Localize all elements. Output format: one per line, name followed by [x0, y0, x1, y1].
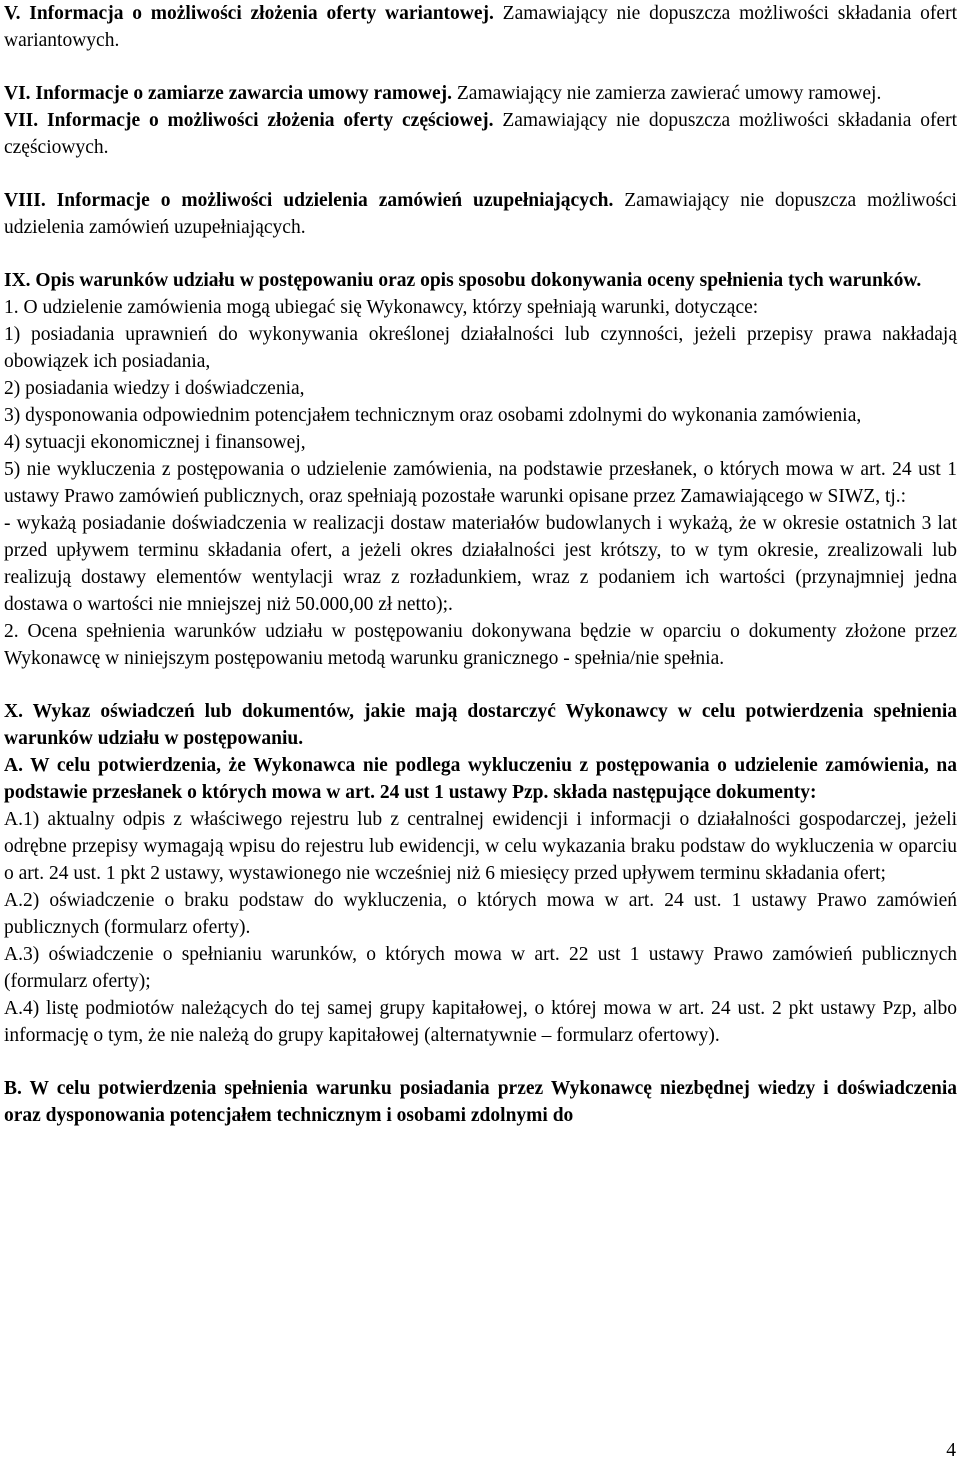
- section-ix-paragraph: 2) posiadania wiedzy i doświadczenia,: [4, 378, 305, 399]
- document-page: [4, 0, 957, 1129]
- section-v-text: Zamawiający nie dopuszcza możliwości składania ofert wariantowych.: [4, 3, 957, 51]
- section-vi-text: Zamawiający nie zamierza zawierać umowy ramowej.: [452, 83, 882, 104]
- section-vii-heading: VII. Informacje o możliwości złożenia oferty częściowej.: [4, 110, 494, 131]
- section-x-a-item: A.3) oświadczenie o spełnianiu warunków, o których mowa w art. 22 ust 1 ustawy Prawo zamówień publicznych (formularz oferty);: [4, 944, 957, 992]
- section-x-b-heading: B. W celu potwierdzenia spełnienia warunku posiadania przez Wykonawcę niezbędnej wiedzy i doświadczenia oraz dysponowania potencjałem technicznym i osobami zdolnymi do: [4, 1078, 957, 1126]
- section-viii-heading: VIII. Informacje o możliwości udzielenia zamówień uzupełniających.: [4, 190, 614, 211]
- section-vii-text: Zamawiający nie dopuszcza możliwości składania ofert częściowych.: [4, 110, 958, 158]
- section-vi: [4, 80, 957, 107]
- section-viii-text: Zamawiający nie dopuszcza możliwości udzielenia zamówień uzupełniających.: [4, 190, 957, 238]
- page-number: 4: [946, 1440, 956, 1461]
- section-v: [4, 0, 957, 54]
- section-vi-heading: VI. Informacje o zamiarze zawarcia umowy ramowej.: [4, 83, 452, 104]
- section-x-heading: X. Wykaz oświadczeń lub dokumentów, jakie mają dostarczyć Wykonawcy w celu potwierdzenia spełnienia warunków udziału w postępowaniu.: [4, 701, 957, 749]
- section-viii: [4, 187, 957, 241]
- section-ix-heading: IX. Opis warunków udziału w postępowaniu oraz opis sposobu dokonywania oceny spełnienia tych warunków.: [4, 270, 922, 291]
- section-ix-paragraph: 1. O udzielenie zamówienia mogą ubiegać się Wykonawcy, którzy spełniają warunki, dotyczące:: [4, 297, 759, 318]
- section-x-a-heading: A. W celu potwierdzenia, że Wykonawca nie podlega wykluczeniu z postępowania o udzielenie zamówienia, na podstawie przesłanek o których mowa w art. 24 ust 1 ustawy Pzp. składa następujące dokumenty:: [4, 755, 957, 803]
- section-x-a-item: A.2) oświadczenie o braku podstaw do wykluczenia, o których mowa w art. 24 ust. 1 ustawy Prawo zamówień publicznych (formularz oferty).: [4, 890, 957, 938]
- section-ix-paragraph: - wykażą posiadanie doświadczenia w realizacji dostaw materiałów budowlanych i wykażą, że w okresie ostatnich 3 lat przed upływem terminu składania ofert, a jeżeli okres działalności jest krótszy, to w tym okresie, zrealizowali lub realizują dostawy elementów wentylacji wraz z rozładunkiem, wraz z podaniem ich wartości (przynajmniej jedna dostawa o wartości nie mniejszej niż 50.000,00 zł netto);.: [4, 513, 957, 615]
- section-ix-paragraph: 4) sytuacji ekonomicznej i finansowej,: [4, 432, 306, 453]
- section-v-heading: V. Informacja o możliwości złożenia oferty wariantowej.: [4, 3, 494, 24]
- section-ix-paragraph: 5) nie wykluczenia z postępowania o udzielenie zamówienia, na podstawie przesłanek, o których mowa w art. 24 ust 1 ustawy Prawo zamówień publicznych, oraz spełniają pozostałe warunki opisane przez Zamawiającego w SIWZ, tj.:: [4, 459, 957, 507]
- section-x-a-item: A.4) listę podmiotów należących do tej samej grupy kapitałowej, o której mowa w art. 24 ust. 2 pkt ustawy Pzp, albo informację o tym, że nie należą do grupy kapitałowej (alternatywnie – formularz ofertowy).: [4, 998, 957, 1046]
- section-ix-paragraph: 2. Ocena spełnienia warunków udziału w postępowaniu dokonywana będzie w oparciu o dokumenty złożone przez Wykonawcę w niniejszym postępowaniu metodą warunku granicznego - spełnia/nie spełnia.: [4, 621, 957, 669]
- section-ix-paragraph: 1) posiadania uprawnień do wykonywania określonej działalności lub czynności, jeżeli przepisy prawa nakładają obowiązek ich posiadania,: [4, 324, 957, 372]
- section-x-a-item: A.1) aktualny odpis z właściwego rejestru lub z centralnej ewidencji i informacji o działalności gospodarczej, jeżeli odrębne przepisy wymagają wpisu do rejestru lub ewidencji, w celu wykazania braku podstaw do wykluczenia w oparciu o art. 24 ust. 1 pkt 2 ustawy, wystawionego nie wcześniej niż 6 miesięcy przed upływem terminu składania ofert;: [4, 809, 957, 884]
- section-vii: [4, 107, 957, 161]
- section-ix-paragraph: 3) dysponowania odpowiednim potencjałem technicznym oraz osobami zdolnymi do wykonania zamówienia,: [4, 405, 862, 426]
